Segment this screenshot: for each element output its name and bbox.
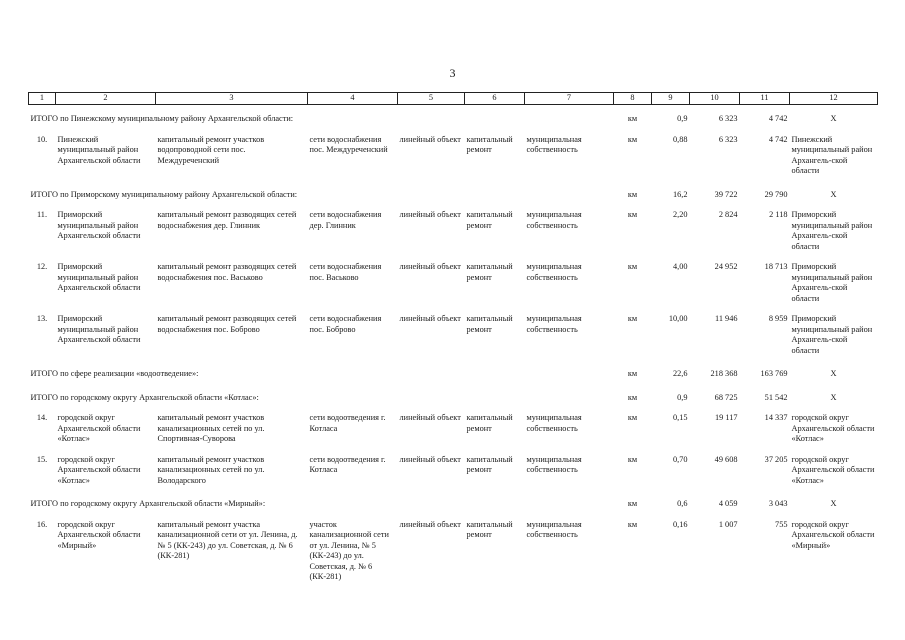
- financing-cell: 2 118: [769, 210, 788, 219]
- financing-cell: 755: [775, 519, 788, 529]
- length-cell: 0,9: [677, 114, 688, 123]
- work-name-cell: капитальный ремонт разводящих сетей водоснабжения пос. Боброво: [157, 314, 297, 334]
- object-type-cell: линейный объект: [399, 262, 461, 271]
- total-row: [29, 360, 878, 384]
- object-type-cell: линейный объект: [399, 519, 461, 529]
- unit-cell: км: [627, 499, 638, 508]
- district-cell: Приморский муниципальный район Архангельской области: [57, 314, 141, 344]
- cost-cell: 218 368: [710, 369, 738, 378]
- length-cell: 0,16: [672, 519, 688, 529]
- work-name-cell: капитальный ремонт разводящих сетей водоснабжения пос. Васьково: [157, 262, 297, 282]
- row-number: 10.: [36, 134, 48, 144]
- unit-cell: км: [627, 454, 638, 464]
- total-mark-cell: X: [830, 369, 837, 378]
- total-label: ИТОГО по Пинежскому муниципальному району Архангельской области:: [30, 114, 294, 123]
- work-name-cell: капитальный ремонт разводящих сетей водоснабжения дер. Глинник: [157, 210, 297, 230]
- table-row: [29, 514, 878, 587]
- cost-cell: 2 824: [718, 210, 738, 219]
- cost-cell: 4 059: [718, 499, 738, 508]
- cost-cell: 19 117: [714, 413, 738, 422]
- ownership-cell: муниципальная собственность: [526, 210, 582, 230]
- recipient-cell: Приморский муниципальный район Архангель-ской области: [791, 262, 873, 303]
- work-type-cell: капитальный ремонт: [466, 134, 513, 154]
- length-cell: 0,9: [677, 392, 688, 402]
- column-number-header: [29, 93, 878, 105]
- work-type-cell: капитальный ремонт: [466, 413, 513, 433]
- financing-cell: 4 742: [768, 114, 788, 123]
- table-row: [29, 449, 878, 491]
- work-type-cell: капитальный ремонт: [466, 314, 513, 334]
- object-type-cell: линейный объект: [399, 314, 461, 323]
- cost-cell: 49 608: [714, 454, 738, 464]
- total-label: ИТОГО по городскому округу Архангельской области «Котлас»:: [30, 392, 259, 402]
- financing-cell: 37 205: [764, 454, 788, 464]
- financing-cell: 4 742: [768, 134, 788, 144]
- total-row: [29, 181, 878, 205]
- work-name-cell: капитальный ремонт участков канализационных сетей по ул. Спортивная-Суворова: [157, 413, 265, 443]
- object-cell: сети водоотведения г. Котласа: [309, 454, 386, 474]
- row-number: 13.: [36, 314, 48, 323]
- row-number: 14.: [36, 413, 48, 422]
- financing-cell: 18 713: [764, 262, 788, 271]
- district-cell: Приморский муниципальный район Архангельской области: [57, 210, 141, 240]
- total-row: [29, 384, 878, 408]
- financing-cell: 8 959: [768, 314, 788, 323]
- unit-cell: км: [627, 519, 638, 529]
- unit-cell: км: [627, 413, 638, 422]
- length-cell: 0,15: [672, 413, 688, 422]
- ownership-cell: муниципальная собственность: [526, 454, 582, 474]
- object-cell: сети водоснабжения дер. Глинник: [309, 210, 382, 230]
- investment-table: [28, 92, 878, 587]
- table-row: [29, 407, 878, 449]
- cost-cell: 6 323: [718, 114, 738, 123]
- total-label: ИТОГО по городскому округу Архангельской области «Мирный»:: [30, 499, 266, 508]
- recipient-cell: городской округ Архангельской области «Котлас»: [791, 413, 875, 443]
- cost-cell: 68 725: [714, 392, 738, 402]
- object-type-cell: линейный объект: [399, 454, 461, 464]
- work-type-cell: капитальный ремонт: [466, 210, 513, 230]
- total-row: [29, 105, 878, 129]
- length-cell: 0,6: [677, 499, 688, 508]
- length-cell: 22,6: [672, 369, 688, 378]
- cost-cell: 1 007: [718, 519, 738, 529]
- unit-cell: км: [627, 114, 638, 123]
- recipient-cell: Пинежский муниципальный район Архангель-ской области: [791, 134, 873, 175]
- unit-cell: км: [627, 210, 638, 219]
- row-number: 16.: [36, 519, 48, 529]
- recipient-cell: Приморский муниципальный район Архангель-ской области: [791, 210, 873, 251]
- row-number: 15.: [36, 454, 48, 464]
- ownership-cell: муниципальная собственность: [526, 519, 582, 539]
- header-cell: 6: [465, 93, 525, 105]
- work-name-cell: капитальный ремонт участка канализационной сети от ул. Ленина, д. № 5 (КК-243) до ул. Советская, д. № 6 (КК-281): [157, 519, 298, 560]
- table-row: [29, 308, 878, 360]
- unit-cell: км: [627, 262, 638, 271]
- header-cell: 12: [790, 93, 878, 105]
- district-cell: городской округ Архангельской области «Котлас»: [57, 454, 141, 485]
- work-name-cell: капитальный ремонт участков водопроводной сети пос. Междуреченский: [157, 134, 265, 165]
- total-label: ИТОГО по Приморскому муниципальному району Архангельской области:: [30, 189, 298, 199]
- header-cell: 7: [525, 93, 614, 105]
- table-row: [29, 256, 878, 308]
- ownership-cell: муниципальная собственность: [526, 413, 582, 433]
- header-cell: 10: [690, 93, 740, 105]
- cost-cell: 39 722: [714, 189, 738, 199]
- length-cell: 4,00: [672, 262, 688, 271]
- district-cell: городской округ Архангельской области «Мирный»: [57, 519, 141, 550]
- table-row: [29, 129, 878, 181]
- financing-cell: 51 542: [764, 392, 788, 402]
- total-mark-cell: X: [830, 114, 837, 123]
- length-cell: 0,70: [672, 454, 688, 464]
- object-type-cell: линейный объект: [399, 413, 461, 422]
- financing-cell: 163 769: [760, 369, 788, 378]
- table-row: [29, 204, 878, 256]
- recipient-cell: городской округ Архангельской области «Мирный»: [791, 519, 875, 550]
- district-cell: Пинежский муниципальный район Архангельской области: [57, 134, 141, 165]
- object-type-cell: линейный объект: [399, 134, 461, 144]
- work-type-cell: капитальный ремонт: [466, 262, 513, 282]
- object-cell: сети водоснабжения пос. Васьково: [309, 262, 382, 282]
- length-cell: 16,2: [672, 189, 688, 199]
- row-number: 12.: [36, 262, 48, 271]
- ownership-cell: муниципальная собственность: [526, 314, 582, 334]
- object-cell: сети водоснабжения пос. Междуреченский: [309, 134, 388, 154]
- unit-cell: км: [627, 314, 638, 323]
- district-cell: городской округ Архангельской области «Котлас»: [57, 413, 141, 443]
- financing-cell: 14 337: [764, 413, 788, 422]
- total-mark-cell: X: [830, 499, 837, 508]
- length-cell: 2,20: [672, 210, 688, 219]
- header-cell: 9: [652, 93, 690, 105]
- cost-cell: 6 323: [718, 134, 738, 144]
- unit-cell: км: [627, 369, 638, 378]
- length-cell: 10,00: [668, 314, 688, 323]
- object-cell: сети водоотведения г. Котласа: [309, 413, 386, 433]
- work-name-cell: капитальный ремонт участков канализационных сетей по ул. Володарского: [157, 454, 265, 485]
- total-label: ИТОГО по сфере реализации «водоотведение»:: [30, 369, 199, 378]
- cost-cell: 24 952: [714, 262, 738, 271]
- recipient-cell: Приморский муниципальный район Архангель-ской области: [791, 314, 873, 355]
- object-cell: сети водоснабжения пос. Боброво: [309, 314, 382, 334]
- length-cell: 0,88: [672, 134, 688, 144]
- object-cell: участок канализационной сети от ул. Ленина, № 5 (КК-243) до ул. Советская, д. № 6 (КК-281): [309, 519, 389, 581]
- header-cell: 8: [614, 93, 652, 105]
- cost-cell: 11 946: [714, 314, 738, 323]
- total-row: [29, 490, 878, 514]
- row-number: 11.: [36, 210, 48, 219]
- ownership-cell: муниципальная собственность: [526, 134, 582, 154]
- total-mark-cell: X: [830, 392, 837, 402]
- unit-cell: км: [627, 189, 638, 199]
- ownership-cell: муниципальная собственность: [526, 262, 582, 282]
- object-type-cell: линейный объект: [399, 210, 461, 219]
- header-cell: 1: [29, 93, 56, 105]
- work-type-cell: капитальный ремонт: [466, 454, 513, 474]
- header-cell: 5: [398, 93, 465, 105]
- header-cell: 2: [56, 93, 156, 105]
- header-cell: 11: [740, 93, 790, 105]
- total-mark-cell: X: [830, 189, 837, 199]
- header-cell: 3: [156, 93, 308, 105]
- recipient-cell: городской округ Архангельской области «Котлас»: [791, 454, 875, 485]
- header-cell: 4: [308, 93, 398, 105]
- district-cell: Приморский муниципальный район Архангельской области: [57, 262, 141, 292]
- unit-cell: км: [627, 134, 638, 144]
- financing-cell: 29 790: [764, 189, 788, 199]
- unit-cell: км: [627, 392, 638, 402]
- financing-cell: 3 043: [768, 499, 788, 508]
- page-number: 3: [449, 66, 456, 80]
- work-type-cell: капитальный ремонт: [466, 519, 513, 539]
